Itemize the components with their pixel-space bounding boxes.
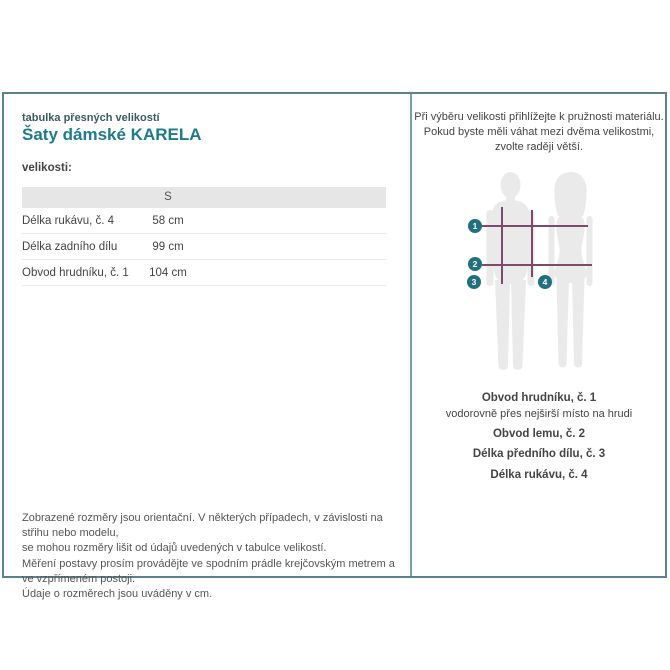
product-title: Šaty dámské KARELA xyxy=(22,125,202,144)
disclaimer-line: Měření postavy prosím provádějte ve spodním prádle krejčovským metrem a ve vzpřímeném postoji. xyxy=(22,557,395,585)
marker-badge-1: 1 xyxy=(468,219,482,233)
sizes-label: velikosti: xyxy=(22,162,72,174)
disclaimer-line: Zobrazené rozměry jsou orientační. V některých případech, v závislosti na střihu nebo modelu, xyxy=(22,512,383,540)
hem-measure-line xyxy=(482,264,592,266)
disclaimer-line: Údaje o rozměrech jsou uváděny v cm. xyxy=(22,588,213,601)
chest-measure-line xyxy=(482,225,588,227)
male-silhouette-icon xyxy=(487,172,535,370)
disclaimer-note xyxy=(22,511,404,602)
advice-line: Při výběru velikosti přihlížejte k pružnosti materiálu. xyxy=(414,111,664,123)
vertical-divider xyxy=(410,94,412,576)
row-label: Délka rukávu, č. 4 xyxy=(22,214,115,227)
row-label: Obvod hrudníku, č. 1 xyxy=(22,266,129,279)
header-size-cell: S xyxy=(164,191,172,203)
marker-badge-2: 2 xyxy=(468,257,482,271)
measure-label-sleeve-length: Délka rukávu, č. 4 xyxy=(490,469,588,481)
disclaimer-line: se mohou rozměry lišit od údajů uvedených v tabulce velikostí. xyxy=(22,542,327,555)
size-advice-text xyxy=(412,110,666,155)
front-length-measure-line xyxy=(501,207,503,284)
measure-label-front-length: Délka předního dílu, č. 3 xyxy=(472,448,606,460)
row-value: 58 cm xyxy=(152,214,184,227)
measure-label-chest-hint: vodorovně přes nejširší místo na hrudi xyxy=(445,408,633,420)
body-measurement-figure xyxy=(485,170,605,374)
advice-line: Pokud byste měli váhat mezi dvěma velikostmi, xyxy=(423,126,655,138)
marker-badge-4: 4 xyxy=(538,275,552,289)
advice-line: zvolte raději větší. xyxy=(494,141,584,153)
sleeve-length-measure-line xyxy=(531,210,533,277)
row-label: Délka zadního dílu xyxy=(22,240,118,253)
female-silhouette-icon xyxy=(549,172,593,367)
table-row xyxy=(22,234,386,260)
size-table-header xyxy=(22,187,386,208)
row-value: 99 cm xyxy=(152,240,184,253)
table-row xyxy=(22,208,386,234)
table-kicker: tabulka přesných velikostí xyxy=(22,112,160,124)
table-row xyxy=(22,260,386,286)
size-table xyxy=(22,187,386,286)
row-value: 104 cm xyxy=(149,266,187,279)
header-label-cell xyxy=(22,187,130,208)
marker-badge-3: 3 xyxy=(467,275,481,289)
measure-label-hem: Obvod lemu, č. 2 xyxy=(492,428,586,440)
measure-label-chest: Obvod hrudníku, č. 1 xyxy=(481,392,597,404)
